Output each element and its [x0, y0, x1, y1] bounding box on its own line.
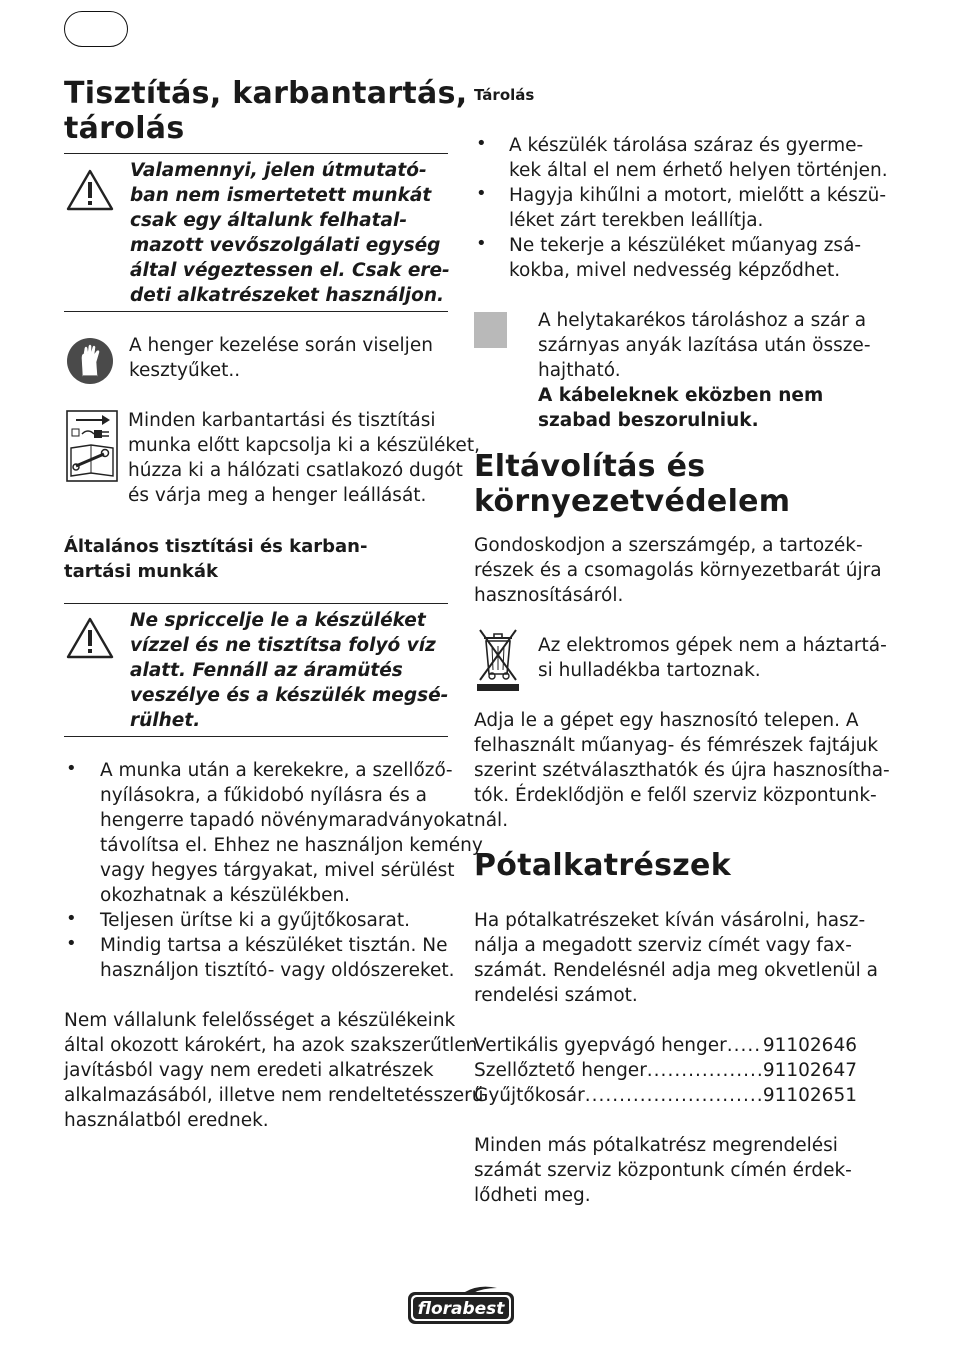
- bullet-dot: •: [66, 933, 77, 954]
- maintenance-text: Minden karbantartási és tisztítási munka előtt kapcsolja ki a készüléket, húzza ki a hálózati csatlakozó dugót és várja meg a henger leállását.: [128, 410, 480, 506]
- section-title-disposal: Eltávolítás és környezetvédelem: [474, 449, 791, 519]
- part-number: 91102647: [762, 1060, 857, 1081]
- list-item: Teljesen ürítse ki a gyűjtőkosarat.: [100, 910, 410, 931]
- divider: [64, 153, 448, 154]
- liability-paragraph: Nem vállalunk felelősséget a készülékeink által okozott károkért, ha azok szakszerűtlen javításból vagy nem eredeti alkatrészek alkalmazásából, illetve nem rendeltetésszerű használatból erednek.: [64, 1010, 484, 1131]
- bullet-dot: •: [476, 133, 487, 154]
- weee-bin-icon: [474, 626, 522, 694]
- part-number: 91102651: [762, 1085, 857, 1106]
- storage-note: A helytakarékos tároláshoz a szár a szárnyas anyák lazítása után össze- hajtható. A kábeleknek eközben nem szabad beszorulniuk.: [538, 310, 871, 431]
- divider: [64, 603, 448, 604]
- info-square-icon: [474, 312, 507, 348]
- divider: [64, 311, 448, 312]
- bullet-dot: •: [66, 908, 77, 929]
- leader-dots: [647, 1058, 763, 1083]
- list-item: A készülék tárolása száraz és gyerme- kek által el nem érhető helyen történjen.: [509, 135, 888, 181]
- parts-list: [474, 1033, 857, 1108]
- list-item: A munka után a kerekekre, a szellőző- nyílásokra, a fűkidobó nyílásra és a hengerre tapadó növénymaradványokat távolítsa el. Ehhez ne használjon kemény vagy hegyes tárgyakat, mivel sérülést okozhatnak a készülékben.: [100, 760, 483, 906]
- parts-intro: Ha pótalkatrészeket kíván vásárolni, hasz- nálja a megadott szerviz címét vagy fax- számát. Rendelésnél adja meg okvetlenül a rendelési számot.: [474, 910, 879, 1006]
- subheading-storage: Tárolás: [474, 86, 535, 104]
- parts-row: [474, 1033, 857, 1058]
- country-badge: [64, 11, 128, 47]
- warning-text-service: Valamennyi, jelen útmutató- ban nem ismertetett munkát csak egy általunk felhatal- mazott vevőszolgálati egység által végeztessen el. Csak ere- deti alkatrészeket használjon.: [130, 160, 450, 306]
- part-number: 91102646: [762, 1035, 857, 1056]
- leader-dots: [727, 1033, 763, 1058]
- parts-outro: Minden más pótalkatrész megrendelési számát szerviz központunk címén érdek- lődheti meg.: [474, 1135, 852, 1206]
- recycle-paragraph: Adja le a gépet egy hasznosító telepen. A felhasznált műanyag- és fémrészek fajtájuk szerint szétválaszthatók és újra hasznosítha- tók. Érdeklődjön e felől szerviz központunk- nál.: [474, 710, 890, 831]
- weee-text: Az elektromos gépek nem a háztartá- si hulladékba tartoznak.: [538, 635, 887, 681]
- list-item: Ne tekerje a készüléket műanyag zsá- kokba, mivel nedvesség képződhet.: [509, 235, 862, 281]
- warning-icon: [66, 616, 114, 660]
- part-name: Gyűjtőkosár: [474, 1085, 585, 1106]
- part-name: Szellőztető henger: [474, 1060, 647, 1081]
- warning-icon: [66, 168, 114, 212]
- bullet-dot: •: [476, 183, 487, 204]
- gloves-text: A henger kezelése során viseljen kesztyűket..: [129, 335, 433, 381]
- list-item: Hagyja kihűlni a motort, mielőtt a készü- léket zárt terekben leállítja.: [509, 185, 887, 231]
- section-title-cleaning: Tisztítás, karbantartás, tárolás: [64, 76, 468, 146]
- bullet-dot: •: [66, 758, 77, 779]
- unplug-manual-icon: [66, 410, 118, 482]
- florabest-logo: [405, 1283, 517, 1327]
- section-title-spare-parts: Pótalkatrészek: [474, 848, 731, 883]
- disposal-intro: Gondoskodjon a szerszámgép, a tartozék- részek és a csomagolás környezetbarát újra hasznosításáról.: [474, 535, 882, 606]
- warning-text-water: Ne spriccelje le a készüléket vízzel és ne tisztítsa folyó víz alatt. Fennáll az áramütés veszélye és a készülék megsé- rülhet.: [130, 610, 449, 731]
- svg-text:florabest: florabest: [417, 1299, 505, 1319]
- gloves-icon: [66, 336, 114, 386]
- divider: [64, 736, 448, 737]
- subheading-general-cleaning: Általános tisztítási és karban- tartási munkák: [64, 536, 368, 582]
- leader-dots: [585, 1083, 763, 1108]
- parts-row: [474, 1083, 857, 1108]
- bullet-dot: •: [476, 233, 487, 254]
- list-item: Mindig tartsa a készüléket tisztán. Ne használjon tisztító- vagy oldószereket.: [100, 935, 455, 981]
- parts-row: [474, 1058, 857, 1083]
- part-name: Vertikális gyepvágó henger: [474, 1035, 727, 1056]
